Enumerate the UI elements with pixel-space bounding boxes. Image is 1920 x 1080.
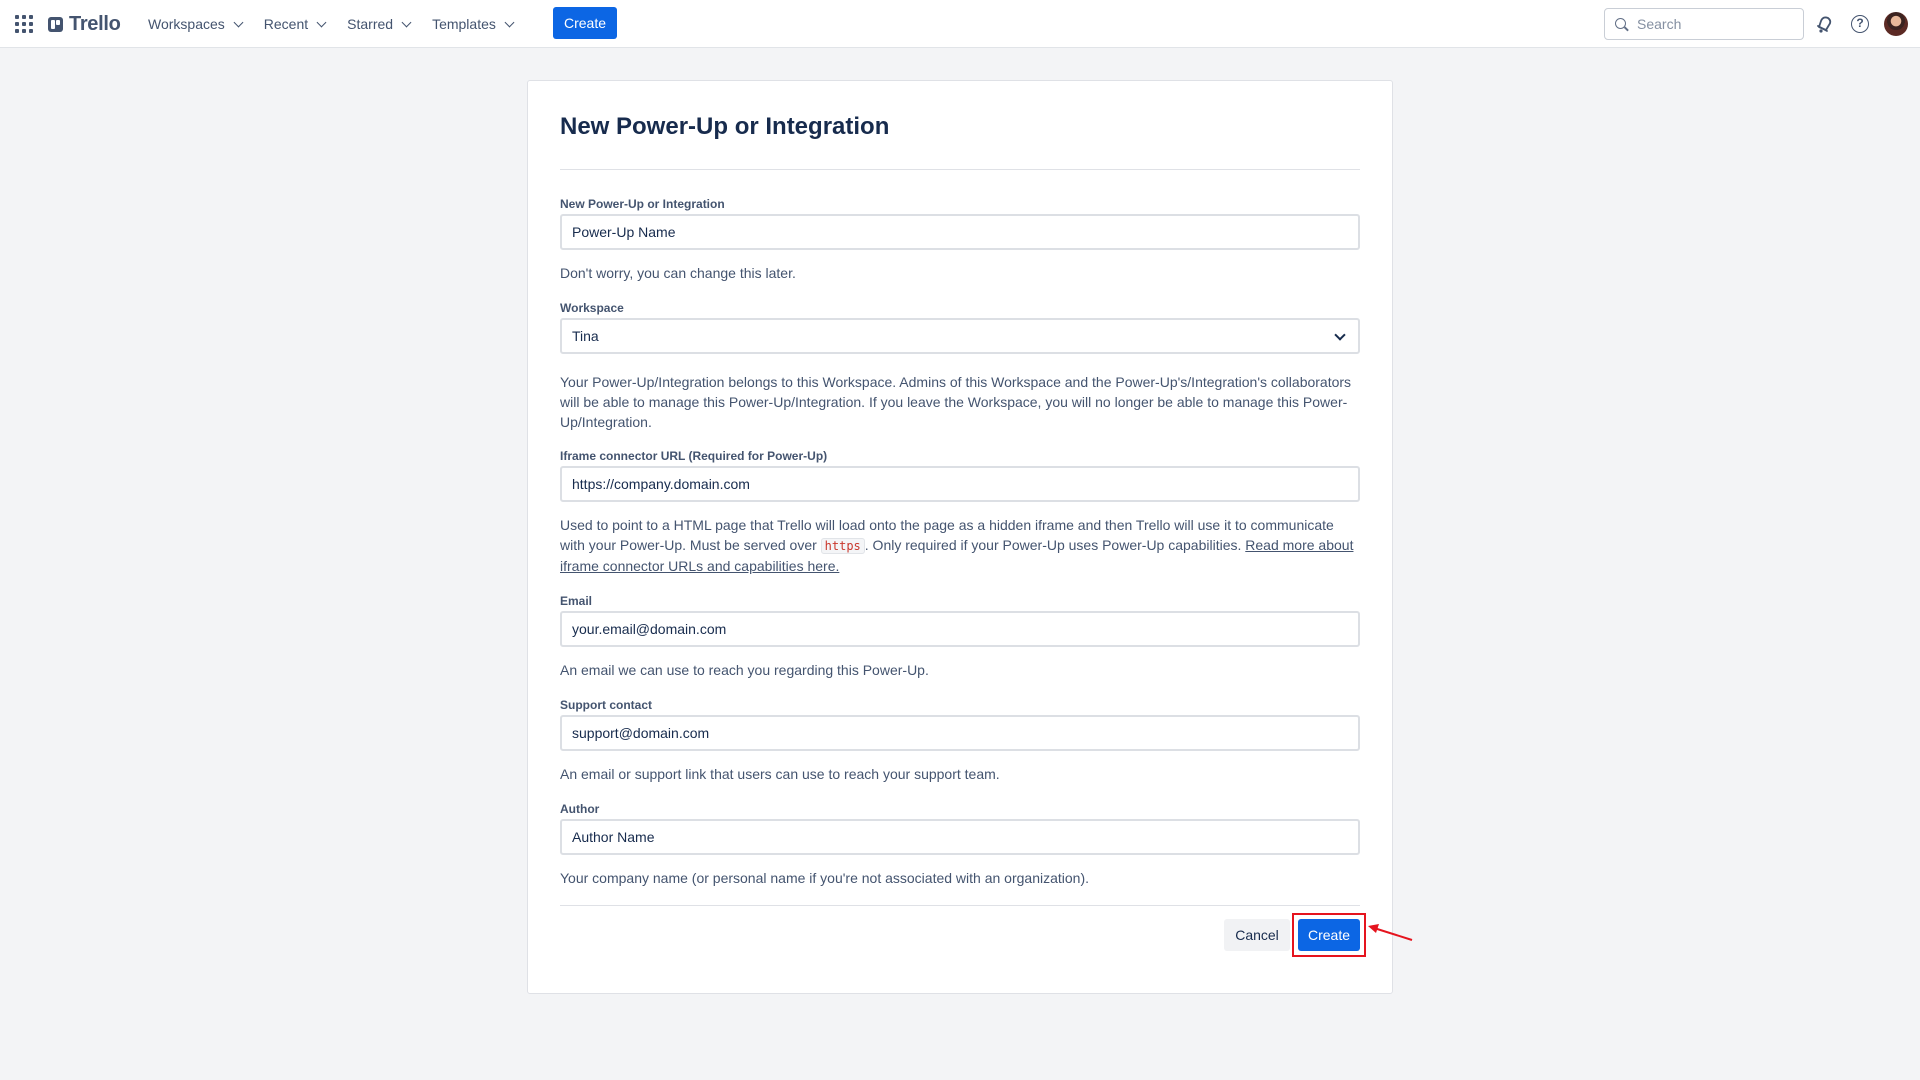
header-create-button[interactable]: Create — [553, 7, 617, 39]
iframe-url-input[interactable] — [560, 466, 1360, 502]
page-title: New Power-Up or Integration — [560, 113, 890, 140]
workspace-help: Your Power-Up/Integration belongs to this Workspace. Admins of this Workspace and the Power-Up's/Integration's collaborators will be able to manage this Power-Up/Integration. If you leave the Workspace, you will no longer be able to manage this Power-Up/Integration. — [560, 374, 1352, 430]
chevron-down-icon — [402, 17, 412, 27]
iframe-url-label: Iframe connector URL (Required for Power-Up) — [560, 449, 828, 463]
powerup-name-label: New Power-Up or Integration — [560, 197, 725, 211]
app-switcher-icon[interactable] — [14, 14, 34, 34]
top-navigation-bar — [0, 0, 1920, 48]
workspace-selected-value: Tina — [572, 328, 599, 344]
cancel-button[interactable]: Cancel — [1224, 919, 1290, 951]
powerup-name-input[interactable] — [560, 214, 1360, 250]
email-label: Email — [560, 594, 593, 608]
trello-logo[interactable] — [48, 12, 121, 36]
chevron-down-icon — [317, 17, 327, 27]
nav-starred-label: Starred — [347, 16, 394, 32]
nav-workspaces[interactable] — [140, 9, 250, 39]
title-divider — [560, 169, 1360, 170]
create-button[interactable]: Create — [1298, 919, 1360, 951]
footer-divider — [560, 905, 1360, 906]
trello-logo-text: Trello — [69, 12, 121, 35]
https-code: https — [821, 538, 865, 554]
notifications-bell-icon[interactable] — [1812, 12, 1836, 36]
user-avatar[interactable] — [1884, 12, 1908, 36]
help-glyph: ? — [1851, 15, 1869, 33]
chevron-down-icon — [504, 17, 514, 27]
search-input[interactable] — [1637, 16, 1797, 32]
support-contact-label: Support contact — [560, 698, 652, 712]
nav-starred[interactable] — [339, 9, 418, 39]
annotation-arrow-icon — [1366, 920, 1414, 944]
iframe-docs-link[interactable]: Read more about iframe connector URLs and capabilities here. — [560, 537, 1354, 574]
nav-templates-label: Templates — [432, 16, 496, 32]
support-contact-input[interactable] — [560, 715, 1360, 751]
author-input[interactable] — [560, 819, 1360, 855]
email-help: An email we can use to reach you regarding this Power-Up. — [560, 662, 929, 678]
trello-logo-icon — [48, 17, 63, 32]
nav-recent-label: Recent — [263, 16, 309, 32]
help-icon[interactable] — [1848, 12, 1872, 36]
nav-workspaces-label: Workspaces — [148, 16, 225, 32]
workspace-label: Workspace — [560, 301, 624, 315]
iframe-help-text-end: . Only required if your Power-Up uses Power-Up capabilities. — [864, 537, 1246, 553]
chevron-down-icon — [233, 17, 243, 27]
chevron-down-icon — [1334, 329, 1345, 340]
search-box[interactable] — [1604, 8, 1804, 40]
main-nav — [140, 9, 527, 39]
email-input[interactable] — [560, 611, 1360, 647]
powerup-name-help: Don't worry, you can change this later. — [560, 265, 796, 281]
new-powerup-form-card — [527, 80, 1393, 994]
nav-templates[interactable] — [424, 9, 521, 39]
nav-recent[interactable] — [256, 9, 333, 39]
support-contact-help: An email or support link that users can use to reach your support team. — [560, 766, 1000, 782]
author-help: Your company name (or personal name if you're not associated with an organization). — [560, 870, 1090, 886]
author-label: Author — [560, 802, 600, 816]
workspace-select[interactable] — [560, 318, 1360, 354]
iframe-url-help — [560, 515, 1360, 576]
search-icon — [1615, 18, 1626, 29]
iframe-help-text-start: Used to point to a HTML page that Trello will load onto the page as a hidden iframe and then Trello will use it to communicate with your Power-Up. Must be served over — [560, 517, 1334, 553]
